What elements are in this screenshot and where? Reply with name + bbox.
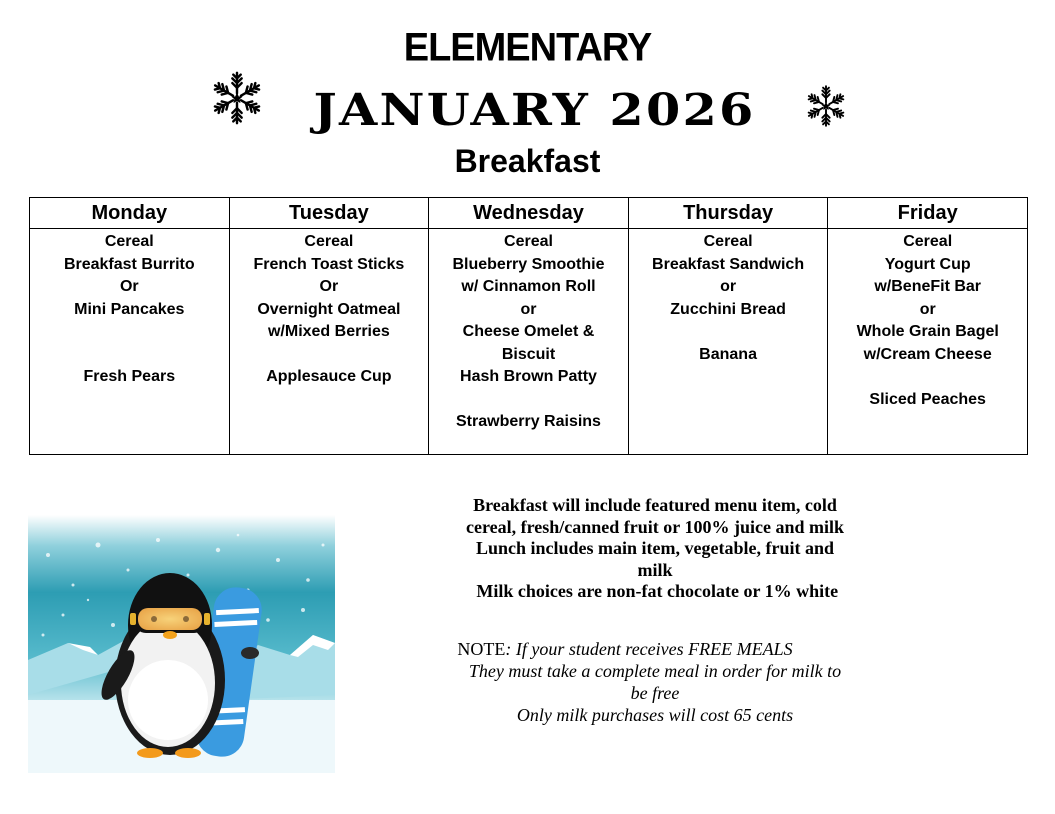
day-header-friday: Friday <box>828 198 1028 229</box>
menu-line: Fresh Pears <box>83 368 176 385</box>
menu-line: Mini Pancakes <box>74 300 185 318</box>
day-header-tuesday: Tuesday <box>229 198 429 229</box>
menu-line: Whole Grain Bagel <box>856 323 999 340</box>
menu-line <box>631 321 826 344</box>
meal-title: Breakfast <box>454 143 601 179</box>
day-header-wednesday: Wednesday <box>429 198 629 229</box>
menu-line <box>431 389 626 412</box>
menu-line: Cereal <box>703 233 753 250</box>
menu-line: Cereal <box>504 233 553 250</box>
note-line: be free <box>630 683 680 703</box>
menu-line <box>32 344 227 367</box>
info-line: milk <box>637 559 673 580</box>
menu-line: Hash Brown Patty <box>460 368 597 385</box>
menu-line: w/Mixed Berries <box>267 323 390 340</box>
menu-line: Banana <box>699 345 757 363</box>
info-line: cereal, fresh/canned fruit or 100% juice and milk <box>466 516 844 537</box>
info-line: Milk choices are non-fat chocolate or 1% white <box>471 581 839 601</box>
menu-cell-monday <box>30 229 230 455</box>
info-line: Breakfast will include featured menu item, cold <box>473 495 837 515</box>
menu-line <box>32 321 227 344</box>
menu-line: Or <box>119 278 139 295</box>
menu-line: Cereal <box>304 233 354 250</box>
menu-line: or <box>520 300 537 318</box>
menu-line: Or <box>319 278 339 295</box>
menu-line: Biscuit <box>501 345 556 363</box>
menu-line: Applesauce Cup <box>266 368 392 385</box>
info-line: Lunch includes main item, vegetable, fruit and <box>475 538 834 558</box>
note-label: NOTE <box>457 639 506 659</box>
menu-line: w/Cream Cheese <box>863 345 992 363</box>
month-year-title: JANUARY 2026 <box>313 85 756 136</box>
menu-line: Breakfast Sandwich <box>652 255 805 273</box>
menu-line: w/ Cinnamon Roll <box>461 278 596 295</box>
menu-line: or <box>720 278 737 295</box>
note-line: Only milk purchases will cost 65 cents <box>516 705 794 725</box>
table-row <box>30 229 1028 455</box>
menu-line: or <box>919 300 936 318</box>
day-header-thursday: Thursday <box>628 198 828 229</box>
penguin-snowboard-image <box>28 515 335 773</box>
meal-info-text <box>440 495 870 603</box>
snowflake-icon <box>804 84 848 128</box>
menu-cell-wednesday <box>429 229 629 455</box>
menu-line <box>232 344 427 367</box>
menu-table <box>29 197 1028 455</box>
menu-line: Yogurt Cup <box>884 255 971 273</box>
menu-cell-tuesday <box>229 229 429 455</box>
day-header-monday: Monday <box>30 198 230 229</box>
menu-cell-friday <box>828 229 1028 455</box>
menu-line: Zucchini Bread <box>670 300 786 318</box>
menu-line: Cereal <box>104 233 154 250</box>
month-title-row <box>0 70 1055 134</box>
free-meals-note <box>440 638 870 726</box>
note-line <box>440 638 870 660</box>
menu-line: French Toast Sticks <box>253 255 405 273</box>
note-line: They must take a complete meal in order for milk to <box>468 661 842 681</box>
menu-line: Sliced Peaches <box>869 390 986 408</box>
menu-line: Strawberry Raisins <box>456 413 601 430</box>
menu-cell-thursday <box>628 229 828 455</box>
school-level-title: ELEMENTARY <box>403 25 652 71</box>
menu-line: Blueberry Smoothie <box>452 255 605 273</box>
penguin-illustration <box>28 515 335 773</box>
menu-line <box>830 366 1025 389</box>
menu-line: Cereal <box>903 233 953 250</box>
menu-line: w/BeneFit Bar <box>874 278 982 295</box>
menu-line: Breakfast Burrito <box>63 255 195 273</box>
menu-line: Overnight Oatmeal <box>257 300 401 318</box>
menu-line: Cheese Omelet & <box>462 323 595 340</box>
table-header-row <box>30 198 1028 229</box>
note-text: : If your student receives FREE MEALS <box>505 639 793 659</box>
